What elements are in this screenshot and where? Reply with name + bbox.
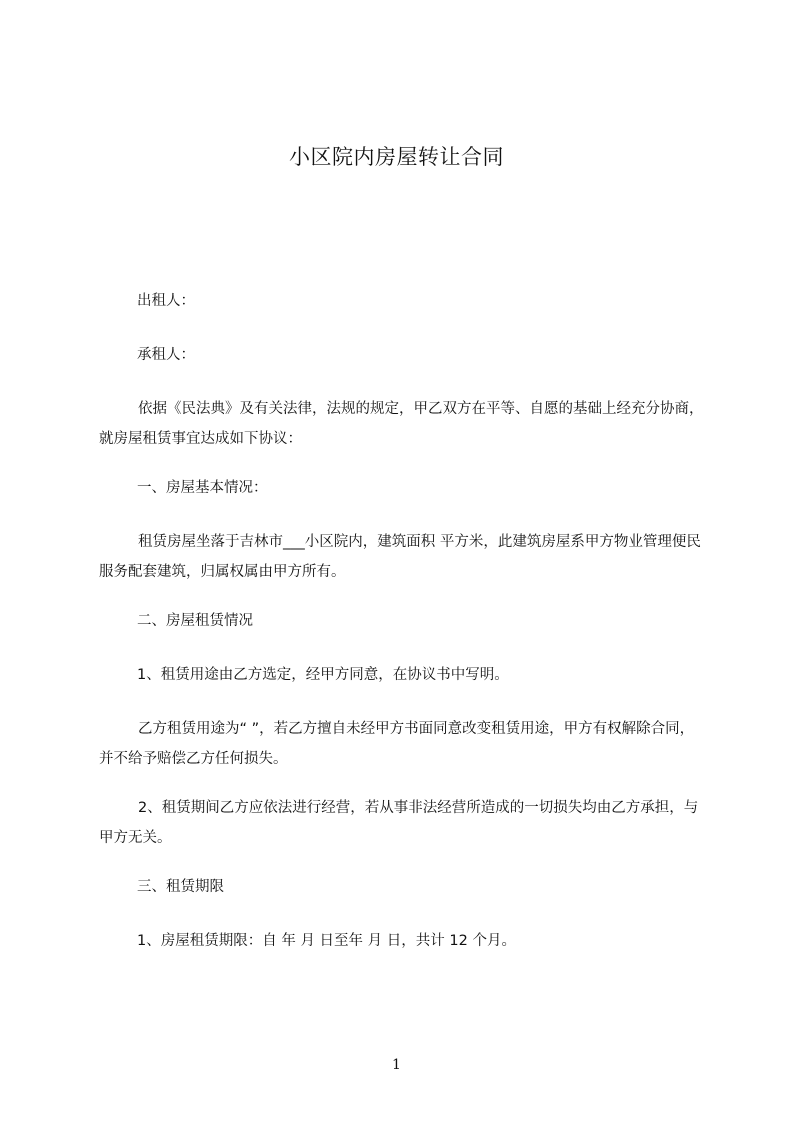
lease-term-clause: 1、房屋租赁期限：自 年 月 日至年 月 日，共计 12 个月。 [137, 933, 516, 949]
page-number: 1 [392, 1057, 401, 1073]
section-heading-2: 二、房屋租赁情况 [137, 613, 253, 629]
legal-operation-clause: 2、租赁期间乙方应依法进行经营，若从事非法经营所造成的一切损失均由乙方承担，与甲方无关。 [99, 800, 699, 846]
section-heading-3: 三、租赁期限 [137, 879, 224, 895]
lessor-line: 出租人： [137, 293, 195, 309]
property-description-paragraph: 租赁房屋坐落于吉林市___小区院内，建筑面积 平方米，此建筑房屋系甲方物业管理便民服务配套建筑，归属权属由甲方所有。 [99, 534, 701, 580]
document-title: 小区院内房屋转让合同 [289, 145, 504, 169]
section-heading-1: 一、房屋基本情况： [137, 480, 268, 496]
rental-use-clause: 1、租赁用途由乙方选定，经甲方同意，在协议书中写明。 [137, 667, 509, 683]
lessee-line: 承租人： [137, 347, 195, 363]
rental-use-detail-paragraph: 乙方租赁用途为“ ”，若乙方擅自未经甲方书面同意改变租赁用途，甲方有权解除合同，并不给予赔偿乙方任何损失。 [99, 721, 695, 767]
preamble-paragraph: 依据《民法典》及有关法律，法规的规定，甲乙双方在平等、自愿的基础上经充分协商，就房屋租赁事宜达成如下协议： [99, 401, 704, 447]
